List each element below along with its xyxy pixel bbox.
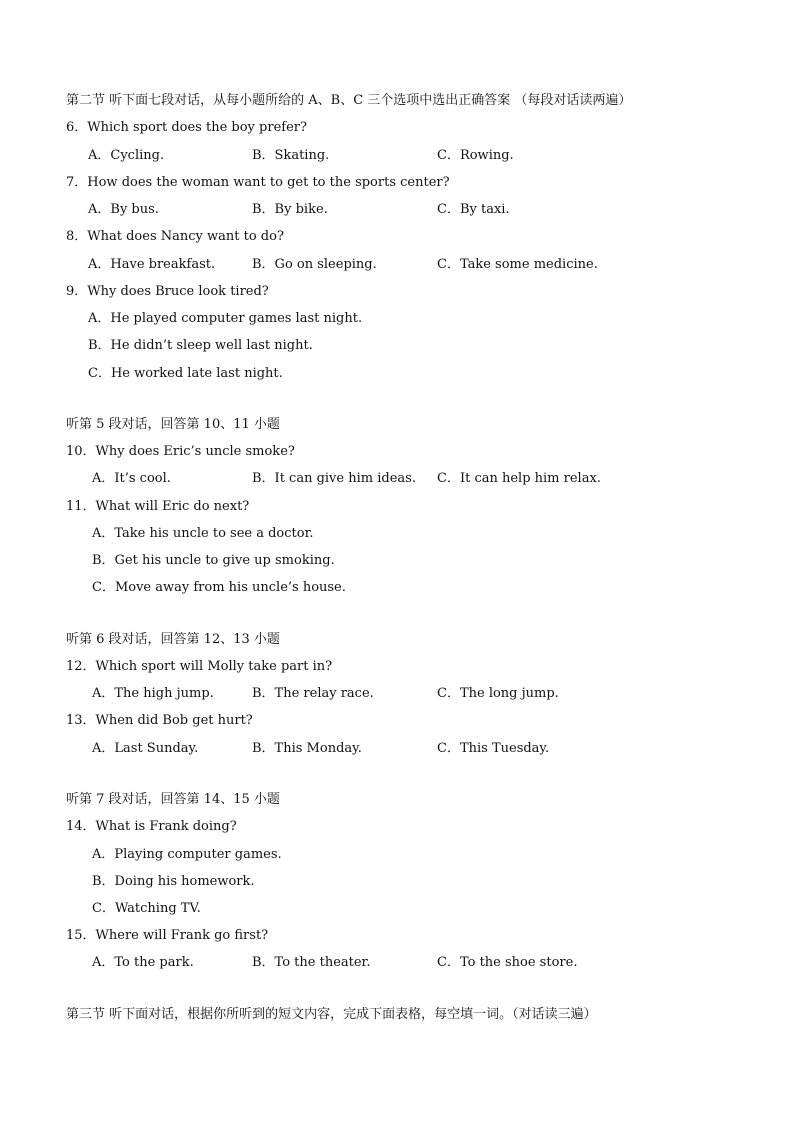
dialogue-7-heading: 听第 7 段对话，回答第 14、15 小题	[66, 792, 280, 807]
question-14-option-a: A．Playing computer games.	[92, 847, 282, 862]
question-9-option-a: A．He played computer games last night.	[88, 311, 363, 326]
question-10-stem: 10．Why does Eric’s uncle smoke?	[66, 444, 295, 459]
question-9-option-b: B．He didn’t sleep well last night.	[88, 338, 313, 353]
question-6-stem: 6．Which sport does the boy prefer?	[66, 120, 307, 135]
question-7-stem: 7．How does the woman want to get to the sports center?	[66, 175, 450, 190]
question-6-option-b: B．Skating.	[252, 148, 330, 163]
question-15-option-b: B．To the theater.	[252, 955, 371, 970]
question-12-option-c: C．The long jump.	[437, 686, 559, 701]
question-8-stem: 8．What does Nancy want to do?	[66, 229, 284, 244]
question-9-option-c: C．He worked late last night.	[88, 366, 283, 381]
question-10-option-b: B．It can give him ideas.	[252, 471, 416, 486]
question-15-option-c: C．To the shoe store.	[437, 955, 578, 970]
dialogue-6-heading: 听第 6 段对话，回答第 12、13 小题	[66, 632, 280, 647]
question-6-option-c: C．Rowing.	[437, 148, 514, 163]
question-13-stem: 13．When did Bob get hurt?	[66, 713, 253, 728]
question-7-option-c: C．By taxi.	[437, 202, 510, 217]
question-8-option-c: C．Take some medicine.	[437, 257, 598, 272]
question-10-option-a: A．It’s cool.	[92, 471, 171, 486]
question-13-option-b: B．This Monday.	[252, 741, 362, 756]
question-7-option-b: B．By bike.	[252, 202, 328, 217]
question-8-option-b: B．Go on sleeping.	[252, 257, 377, 272]
section-3-heading: 第三节 听下面对话，根据你所听到的短文内容，完成下面表格，每空填一词。（对话读三遍）	[66, 1007, 597, 1022]
question-9-stem: 9．Why does Bruce look tired?	[66, 284, 269, 299]
dialogue-5-heading: 听第 5 段对话，回答第 10、11 小题	[66, 417, 280, 432]
question-11-option-c: C．Move away from his uncle’s house.	[92, 580, 346, 595]
question-15-stem: 15．Where will Frank go first?	[66, 928, 269, 943]
question-10-option-c: C．It can help him relax.	[437, 471, 601, 486]
question-13-option-a: A．Last Sunday.	[92, 741, 199, 756]
section-2-heading: 第二节 听下面七段对话，从每小题所给的 A、B、C 三个选项中选出正确答案 （每段对话读两遍）	[66, 93, 632, 108]
question-11-option-b: B．Get his uncle to give up smoking.	[92, 553, 335, 568]
question-14-stem: 14．What is Frank doing?	[66, 819, 237, 834]
question-15-option-a: A．To the park.	[92, 955, 194, 970]
question-14-option-b: B．Doing his homework.	[92, 874, 255, 889]
question-12-stem: 12．Which sport will Molly take part in?	[66, 659, 333, 674]
question-7-option-a: A．By bus.	[88, 202, 159, 217]
question-11-option-a: A．Take his uncle to see a doctor.	[92, 526, 314, 541]
question-11-stem: 11．What will Eric do next?	[66, 499, 250, 514]
question-12-option-b: B．The relay race.	[252, 686, 374, 701]
question-12-option-a: A．The high jump.	[92, 686, 214, 701]
question-13-option-c: C．This Tuesday.	[437, 741, 550, 756]
question-6-option-a: A．Cycling.	[88, 148, 165, 163]
question-8-option-a: A．Have breakfast.	[88, 257, 216, 272]
question-14-option-c: C．Watching TV.	[92, 901, 201, 916]
